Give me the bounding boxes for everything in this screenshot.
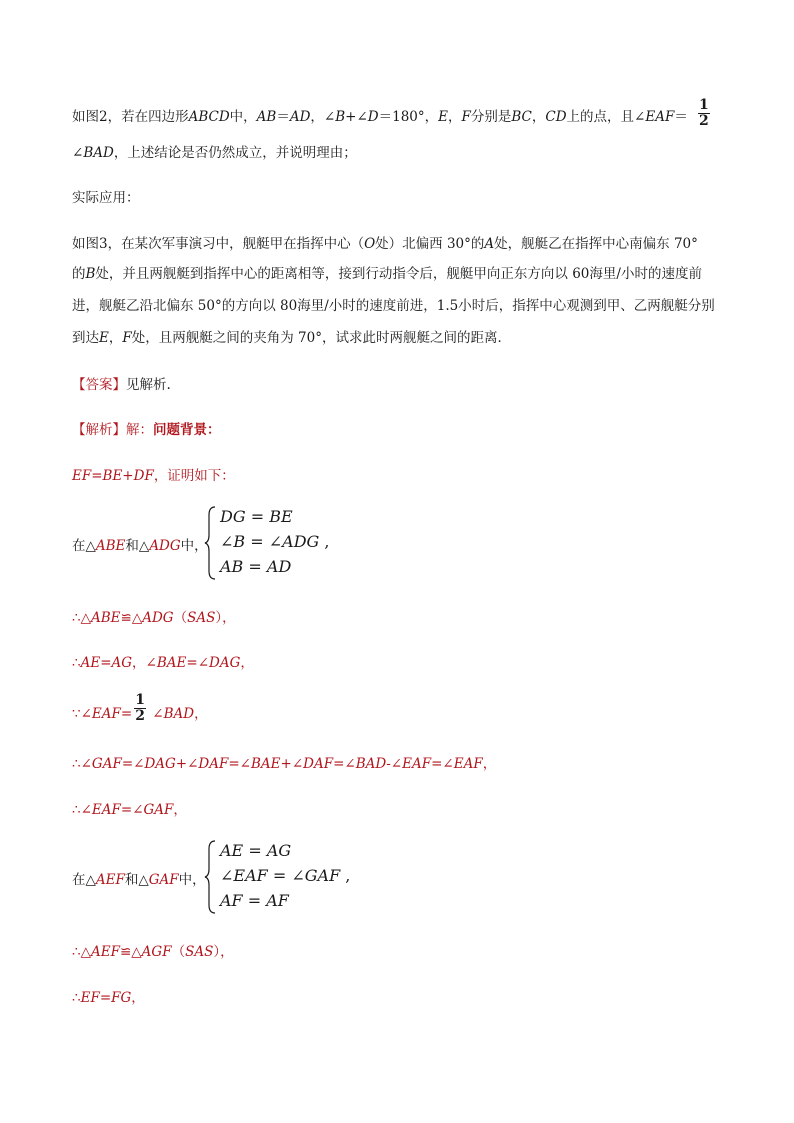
answer-tag: 【答案】 (72, 377, 126, 393)
practical-title: 实际应用： (72, 190, 140, 206)
paragraph-figure3-line1: 如图3，在某次军事演习中，舰艇甲在指挥中心（O处）北偏西 30°的A处，舰艇乙在指挥中心南偏东 70° (72, 236, 698, 252)
step-congruent-1: ∴△ABE≌△ADG（SAS）， (72, 610, 236, 626)
paragraph-figure3-line3: 进，舰艇乙沿北偏东 50°的方向以 80海里/小时的速度前进，1.5小时后，指挥中心观测到甲、乙两舰艇分别 (72, 298, 715, 314)
system2-row3: AF = AF (220, 891, 289, 910)
step-ef-fg: ∴EF=FG， (72, 990, 145, 1006)
answer-line: 【答案】见解析. (72, 377, 171, 393)
system1-row1: DG = BE (220, 507, 293, 526)
paragraph-figure2-line2: ∠BAD，上述结论是否仍然成立，并说明理由； (72, 145, 357, 161)
paragraph-figure3-line2: 的B处，并且两舰艇到指挥中心的距离相等，接到行动指令后，舰艇甲向正东方向以 60海里/小时的速度前 (72, 266, 702, 282)
step-eaf-gaf: ∴∠EAF=∠GAF， (72, 802, 187, 818)
system1-equations (204, 505, 330, 581)
system2-intro: 在△AEF和△GAF中， (72, 872, 206, 888)
step-eaf-half: ∵∠EAF= $\frac{1}{2}$ ∠BAD， (72, 692, 208, 724)
paragraph-figure2-line1: 如图2，若在四边形ABCD中，AB＝AD，∠B+∠D＝180°，E，F分别是BC，CD上的点，且∠EAF＝ (72, 109, 688, 125)
fraction-half: $\frac{1}{2}$ (699, 97, 709, 129)
system1-intro: 在△ABE和△ADG中， (72, 538, 208, 554)
analysis-line: 【解析】解：问题背景： (72, 422, 221, 438)
left-brace-icon (204, 839, 218, 915)
step-ae-ag: ∴AE=AG，∠BAE=∠DAG， (72, 655, 254, 671)
system2-row1: AE = AG (220, 841, 292, 860)
system2-equations (204, 839, 351, 915)
left-brace-icon (204, 505, 218, 581)
paragraph-figure3-line4: 到达E，F处，且两舰艇之间的夹角为 70°，试求此时两舰艇之间的距离． (72, 330, 511, 346)
analysis-tag: 【解析】 (72, 422, 126, 438)
system2-row2: ∠EAF = ∠GAF , (220, 866, 351, 885)
step-ef-equals: EF=BE+DF，证明如下： (72, 468, 235, 484)
system1-row2: ∠B = ∠ADG , (220, 532, 330, 551)
step-congruent-2: ∴△AEF≌△AGF（SAS）， (72, 944, 234, 960)
step-gaf-chain: ∴∠GAF=∠DAG+∠DAF=∠BAE+∠DAF=∠BAD-∠EAF=∠EAF， (72, 756, 497, 772)
system1-row3: AB = AD (220, 557, 292, 576)
